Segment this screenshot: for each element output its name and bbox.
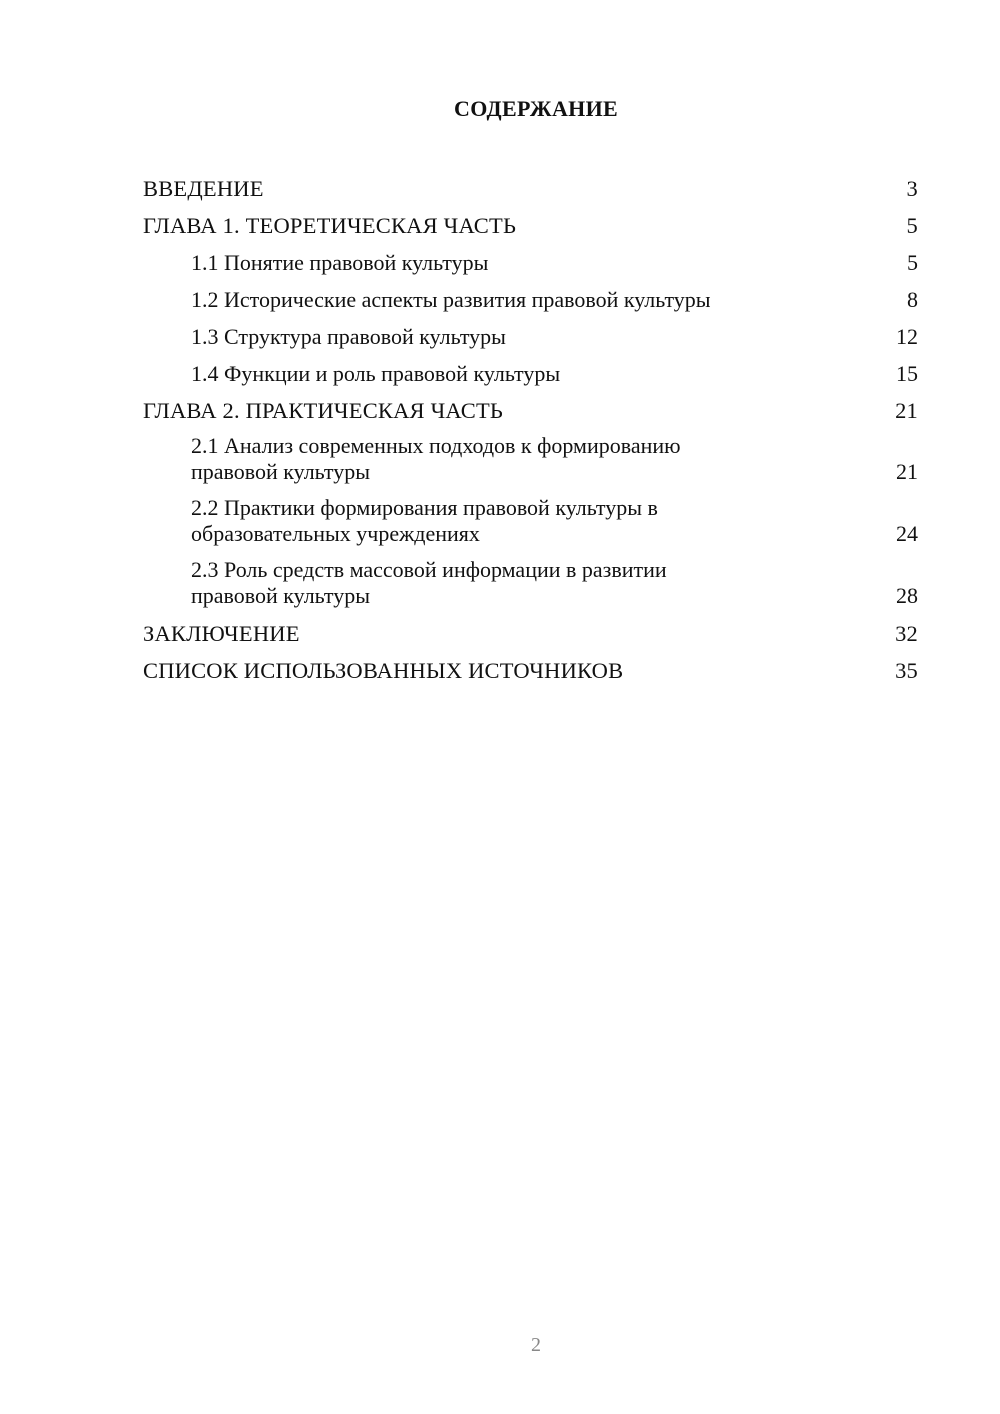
toc-entry-page: 21: [895, 397, 918, 423]
toc-entry-section-2-1[interactable]: [143, 429, 918, 491]
toc-entry-label-line: 2.2 Практики формирования правовой культуры в: [191, 495, 658, 520]
toc-entry-label-line: правовой культуры: [191, 583, 370, 608]
toc-entry-page: 5: [906, 212, 918, 238]
toc-entry-label: 1.2 Исторические аспекты развития правовой культуры: [191, 287, 711, 312]
toc-entry-chapter-1[interactable]: [143, 207, 918, 244]
toc-entry-label-line: 2.3 Роль средств массовой информации в развитии: [191, 557, 667, 582]
toc-entry-label: [143, 557, 878, 609]
page-number: 2: [531, 1334, 541, 1356]
toc-entry-label: [143, 433, 878, 485]
toc-entry-label: [143, 495, 878, 547]
toc-entry-section-1-3[interactable]: [143, 318, 918, 355]
toc-entry-label: ГЛАВА 2. ПРАКТИЧЕСКАЯ ЧАСТЬ: [143, 397, 504, 423]
toc-entry-references[interactable]: [143, 652, 918, 689]
toc-entry-page: 3: [906, 175, 918, 201]
toc-entry-label-line: правовой культуры: [191, 459, 370, 484]
toc-entry-page: 8: [907, 287, 918, 312]
toc-entry-page: 12: [896, 324, 918, 349]
toc-entry-label: 1.3 Структура правовой культуры: [191, 324, 506, 349]
toc-entry-page: 32: [895, 620, 918, 646]
toc-entry-page: 5: [907, 250, 918, 275]
toc-entry-page: 35: [895, 657, 918, 683]
toc-entry-label: ЗАКЛЮЧЕНИЕ: [143, 620, 300, 646]
toc-entry-chapter-2[interactable]: [143, 392, 918, 429]
toc-entry-section-1-1[interactable]: [143, 244, 918, 281]
toc-entry-introduction[interactable]: [143, 170, 918, 207]
toc-entry-conclusion[interactable]: [143, 615, 918, 652]
page-title: СОДЕРЖАНИЕ: [454, 96, 618, 121]
toc-entry-page: 24: [896, 521, 918, 546]
toc-entry-label: 1.4 Функции и роль правовой культуры: [191, 361, 561, 386]
toc-entry-page: 28: [896, 583, 918, 608]
toc-entry-section-1-2[interactable]: [143, 281, 918, 318]
table-of-contents: [143, 170, 918, 689]
toc-entry-label-line: 2.1 Анализ современных подходов к формированию: [191, 433, 681, 458]
toc-entry-section-2-2[interactable]: [143, 491, 918, 553]
toc-entry-section-1-4[interactable]: [143, 355, 918, 392]
toc-entry-page: 15: [896, 361, 918, 386]
toc-entry-label: ГЛАВА 1. ТЕОРЕТИЧЕСКАЯ ЧАСТЬ: [143, 212, 517, 238]
toc-entry-section-2-3[interactable]: [143, 553, 918, 615]
toc-entry-label: СПИСОК ИСПОЛЬЗОВАННЫХ ИСТОЧНИКОВ: [143, 657, 624, 683]
toc-entry-page: 21: [896, 459, 918, 484]
toc-entry-label: 1.1 Понятие правовой культуры: [191, 250, 489, 275]
toc-entry-label: ВВЕДЕНИЕ: [143, 175, 264, 201]
toc-entry-label-line: образовательных учреждениях: [191, 521, 480, 546]
